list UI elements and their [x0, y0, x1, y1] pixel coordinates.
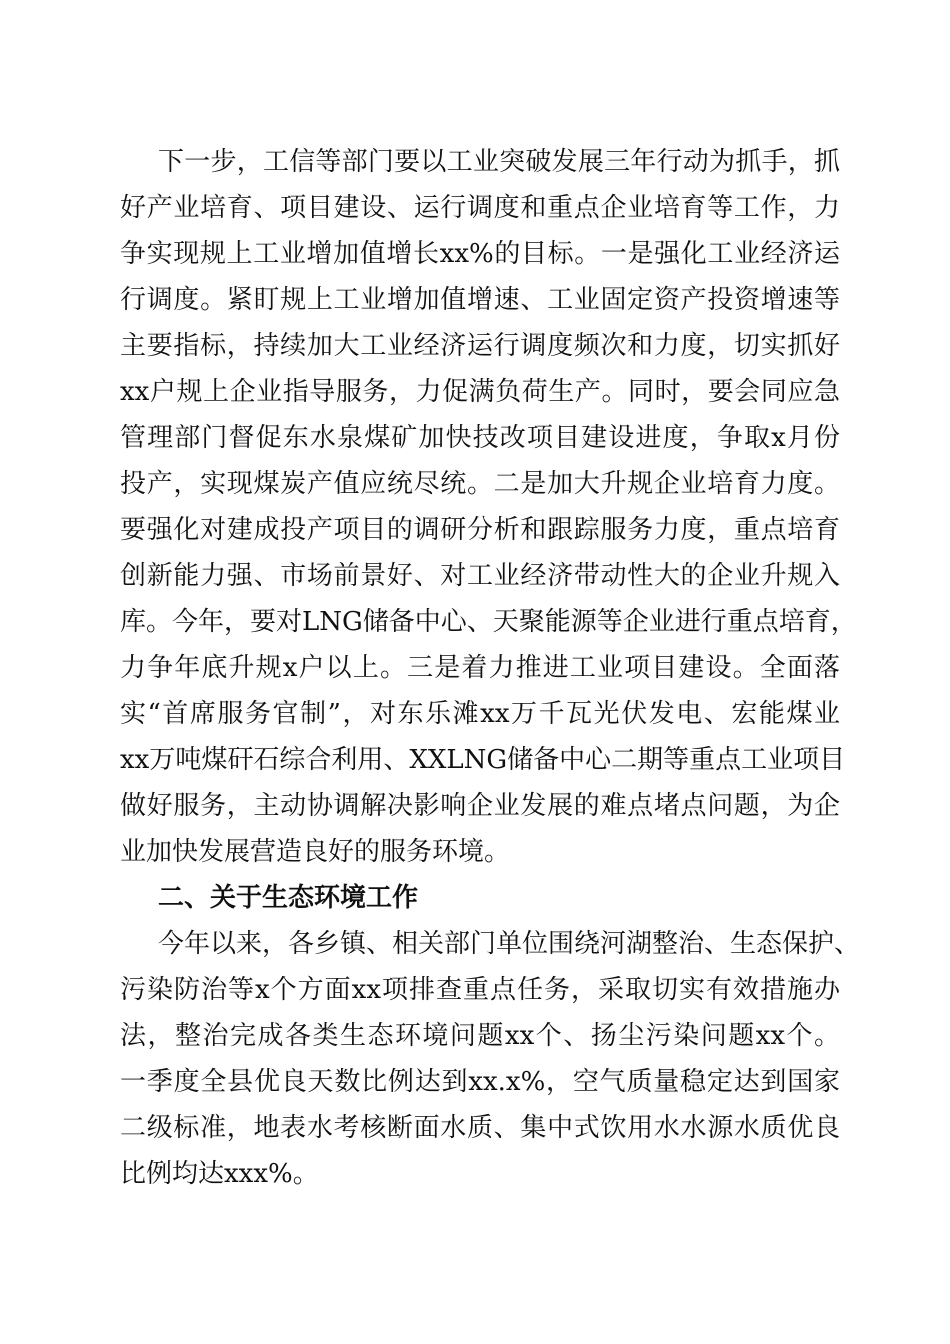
paragraph-1-line-10: 创新能力强、市场前景好、对工业经济带动性大的企业升规入 [120, 561, 840, 591]
paragraph-1-line-12: 力争年底升规x户以上。三是着力推进工业项目建设。全面落 [120, 653, 840, 683]
section-2-line-5: 二级标准，地表水考核断面水质、集中式饮用水水源水质优良 [120, 1113, 840, 1143]
section-2-line-3: 法，整治完成各类生态环境问题xx个、扬尘污染问题xx个。 [120, 1021, 840, 1051]
section-2-heading: 二、关于生态环境工作 [158, 883, 419, 913]
paragraph-1-line-4: 行调度。紧盯规上工业增加值增速、工业固定资产投资增速等 [120, 285, 840, 315]
section-2-line-2: 污染防治等x个方面xx项排查重点任务，采取切实有效措施办 [120, 975, 840, 1005]
paragraph-1-line-7: 管理部门督促东水泉煤矿加快技改项目建设进度，争取x月份 [120, 423, 840, 453]
section-2-line-1: 今年以来，各乡镇、相关部门单位围绕河湖整治、生态保护、 [158, 929, 861, 959]
paragraph-1-line-2: 好产业培育、项目建设、运行调度和重点企业培育等工作，力 [120, 193, 840, 223]
paragraph-1-line-13: 实“首席服务官制”，对东乐滩xx万千瓦光伏发电、宏能煤业 [120, 699, 840, 729]
paragraph-1-line-1: 下一步，工信等部门要以工业突破发展三年行动为抓手，抓 [158, 147, 840, 177]
section-2-line-4: 一季度全县优良天数比例达到xx.x%，空气质量稳定达到国家 [120, 1067, 840, 1097]
paragraph-1-line-15: 做好服务，主动协调解决影响企业发展的难点堵点问题，为企 [120, 791, 840, 821]
paragraph-1-line-14: xx万吨煤矸石综合利用、XXLNG储备中心二期等重点工业项目 [120, 745, 846, 775]
paragraph-1-line-9: 要强化对建成投产项目的调研分析和跟踪服务力度，重点培育 [120, 515, 840, 545]
section-2-line-6: 比例均达xxx%。 [120, 1159, 319, 1189]
paragraph-1-line-11: 库。今年，要对LNG储备中心、天聚能源等企业进行重点培育， [120, 607, 857, 637]
paragraph-1-line-16: 业加快发展营造良好的服务环境。 [120, 837, 511, 867]
paragraph-1-line-5: 主要指标，持续加大工业经济运行调度频次和力度，切实抓好 [120, 331, 840, 361]
paragraph-1-line-6: xx户规上企业指导服务，力促满负荷生产。同时，要会同应急 [120, 377, 840, 407]
paragraph-1-line-8: 投产，实现煤炭产值应统尽统。二是加大升规企业培育力度。 [120, 469, 840, 499]
paragraph-1-line-3: 争实现规上工业增加值增长xx%的目标。一是强化工业经济运 [120, 239, 840, 269]
